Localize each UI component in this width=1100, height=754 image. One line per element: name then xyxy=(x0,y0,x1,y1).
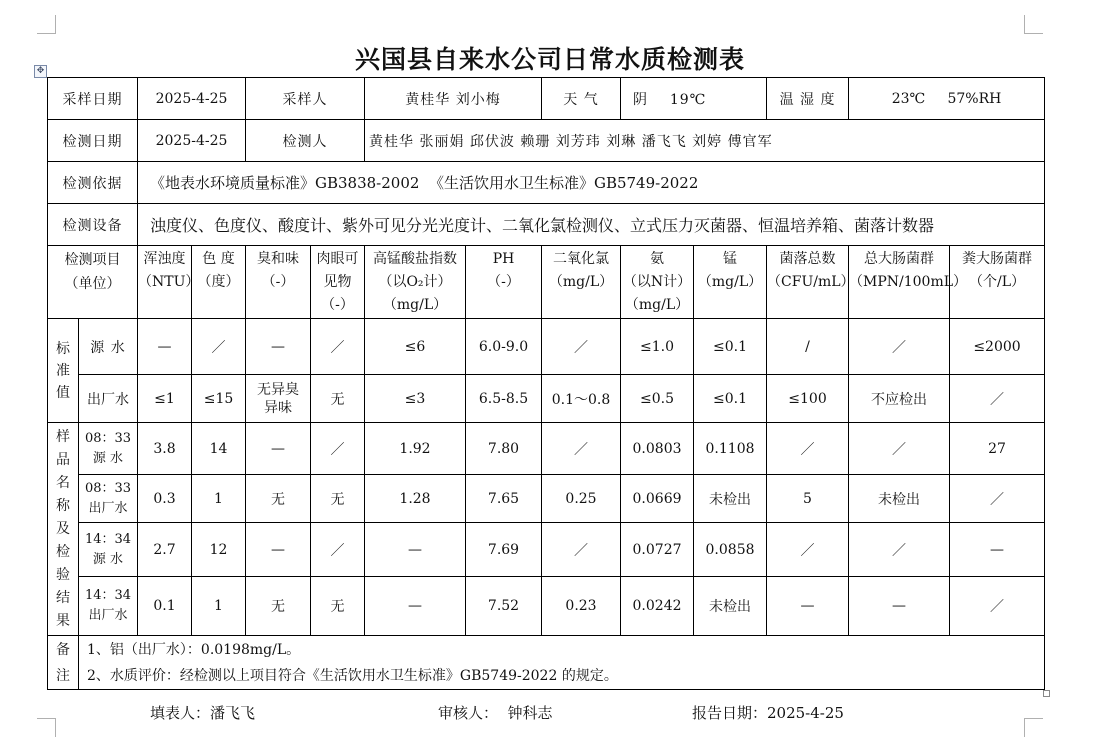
page-corner-mark xyxy=(37,718,56,737)
sample-cell: ／ xyxy=(950,475,1045,523)
sample-cell: ／ xyxy=(542,423,621,475)
standard-cell: ≤1 xyxy=(138,375,192,423)
sample-row xyxy=(48,577,1045,636)
sample-cell: 0.23 xyxy=(542,577,621,636)
sample-cell: 未检出 xyxy=(694,475,767,523)
sample-cell: 1 xyxy=(192,475,246,523)
sample-cell: 27 xyxy=(950,423,1045,475)
sample-cell: ／ xyxy=(311,423,365,475)
sample-cell: 无 xyxy=(246,577,311,636)
col-turbidity-header: 浑浊度 （NTU） xyxy=(138,246,192,319)
standard-cell: 无异臭 异味 xyxy=(246,375,311,423)
equipment-value: 浊度仪、色度仪、酸度计、紫外可见分光光度计、二氧化氯检测仪、立式压力灭菌器、恒温培养箱、菌落计数器 xyxy=(138,204,1045,246)
sample-cell: 14 xyxy=(192,423,246,475)
standard-cell: — xyxy=(246,319,311,375)
sample-cell: — xyxy=(246,423,311,475)
standard-cell: ≤2000 xyxy=(950,319,1045,375)
info-row-basis xyxy=(48,162,1045,204)
sample-cell: ／ xyxy=(311,523,365,577)
standard-row-label: 出厂水 xyxy=(79,375,138,423)
standard-cell: ／ xyxy=(311,319,365,375)
header-row xyxy=(48,246,1045,319)
page-corner-mark xyxy=(1024,15,1043,34)
info-row-sampling xyxy=(48,78,1045,120)
sample-cell: — xyxy=(246,523,311,577)
weather-label: 天 气 xyxy=(542,78,621,120)
sample-cell: 7.80 xyxy=(466,423,542,475)
standard-cell: ／ xyxy=(950,375,1045,423)
sample-cell: 7.69 xyxy=(466,523,542,577)
temp-humidity-value: 23℃ 57%RH xyxy=(849,78,1045,120)
sample-cell: 0.1 xyxy=(138,577,192,636)
page-corner-mark xyxy=(1024,718,1043,737)
sample-cell: ／ xyxy=(849,423,950,475)
sample-cell: — xyxy=(767,577,849,636)
report-date: 报告日期：2025-4-25 xyxy=(692,704,844,722)
weather-value: 阴 19℃ xyxy=(621,78,767,120)
page-title: 兴国县自来水公司日常水质检测表 xyxy=(354,45,745,74)
standard-cell: ≤0.5 xyxy=(621,375,694,423)
standard-row xyxy=(48,375,1045,423)
sample-cell: 0.3 xyxy=(138,475,192,523)
test-date-value: 2025-4-25 xyxy=(138,120,246,162)
sample-cell: — xyxy=(365,577,466,636)
col-fecal-coliform-header: 粪大肠菌群 （个/L） xyxy=(950,246,1045,319)
sample-cell: 无 xyxy=(311,475,365,523)
col-total-coliform-header: 总大肠菌群 （MPN/100mL） xyxy=(849,246,950,319)
col-chlorine-dioxide-header: 二氧化氯 （mg/L） xyxy=(542,246,621,319)
sample-cell: 1 xyxy=(192,577,246,636)
sample-cell: 3.8 xyxy=(138,423,192,475)
sample-row-label: 08：33 出厂水 xyxy=(79,475,138,523)
sample-cell: 无 xyxy=(311,577,365,636)
sample-cell: 1.28 xyxy=(365,475,466,523)
standard-cell: ／ xyxy=(192,319,246,375)
col-manganese-header: 锰 （mg/L） xyxy=(694,246,767,319)
sample-cell: 0.0803 xyxy=(621,423,694,475)
col-odor-header: 臭和味 （-） xyxy=(246,246,311,319)
col-color-header: 色 度 （度） xyxy=(192,246,246,319)
sample-cell: 0.1108 xyxy=(694,423,767,475)
info-row-testing xyxy=(48,120,1045,162)
sampler-label: 采样人 xyxy=(246,78,365,120)
sample-cell: 0.0669 xyxy=(621,475,694,523)
remarks-content xyxy=(79,636,1045,690)
standard-cell: — xyxy=(138,319,192,375)
standard-cell: 无 xyxy=(311,375,365,423)
sample-cell: 1.92 xyxy=(365,423,466,475)
sample-cell: ／ xyxy=(950,577,1045,636)
sample-row-label: 14：34 出厂水 xyxy=(79,577,138,636)
standard-group-label: 标 准 值 xyxy=(48,319,79,423)
standard-cell: 0.1～0.8 xyxy=(542,375,621,423)
test-item-header: 检测项目 （单位） xyxy=(48,246,138,319)
col-colony-count-header: 菌落总数 （CFU/mL） xyxy=(767,246,849,319)
test-date-label: 检测日期 xyxy=(48,120,138,162)
standard-cell: ≤100 xyxy=(767,375,849,423)
standard-cell: 6.5-8.5 xyxy=(466,375,542,423)
standard-cell: ≤6 xyxy=(365,319,466,375)
basis-value: 《地表水环境质量标准》GB3838-2002 《生活饮用水卫生标准》GB5749-2022 xyxy=(138,162,1045,204)
water-quality-table xyxy=(47,77,1045,690)
sampling-date-label: 采样日期 xyxy=(48,78,138,120)
sample-cell: ／ xyxy=(767,423,849,475)
col-visible-matter-header: 肉眼可 见物 （-） xyxy=(311,246,365,319)
standard-cell: 不应检出 xyxy=(849,375,950,423)
col-ammonia-header: 氨 （以N计） （mg/L） xyxy=(621,246,694,319)
page-corner-mark xyxy=(37,15,56,34)
testers-value: 黄桂华 张丽娟 邱伏波 赖珊 刘芳玮 刘琳 潘飞飞 刘婷 傅官军 xyxy=(365,120,1045,162)
standard-cell: ≤0.1 xyxy=(694,319,767,375)
standard-cell: / xyxy=(767,319,849,375)
sample-cell: 0.0242 xyxy=(621,577,694,636)
sample-cell: 12 xyxy=(192,523,246,577)
table-resize-handle[interactable] xyxy=(1043,690,1050,697)
sampler-value: 黄桂华 刘小梅 xyxy=(365,78,542,120)
standard-row-label: 源 水 xyxy=(79,319,138,375)
sample-row xyxy=(48,423,1045,475)
standard-cell: 6.0-9.0 xyxy=(466,319,542,375)
standard-cell: ≤1.0 xyxy=(621,319,694,375)
sample-cell: 无 xyxy=(246,475,311,523)
standard-cell: ≤15 xyxy=(192,375,246,423)
sample-row xyxy=(48,475,1045,523)
sampling-date-value: 2025-4-25 xyxy=(138,78,246,120)
standard-row xyxy=(48,319,1045,375)
sample-row-label: 08：33 源 水 xyxy=(79,423,138,475)
sample-row xyxy=(48,523,1045,577)
sample-cell: ／ xyxy=(849,523,950,577)
col-ph-header: PH （-） xyxy=(466,246,542,319)
sample-cell: — xyxy=(950,523,1045,577)
sample-row-label: 14：34 源 水 xyxy=(79,523,138,577)
col-permanganate-header: 高锰酸盐指数 （以O₂计） （mg/L） xyxy=(365,246,466,319)
info-row-equipment xyxy=(48,204,1045,246)
equipment-label: 检测设备 xyxy=(48,204,138,246)
standard-cell: ／ xyxy=(542,319,621,375)
basis-label: 检测依据 xyxy=(48,162,138,204)
sample-cell: ／ xyxy=(542,523,621,577)
standard-cell: ≤0.1 xyxy=(694,375,767,423)
sample-cell: 0.0858 xyxy=(694,523,767,577)
sample-cell: 7.65 xyxy=(466,475,542,523)
standard-cell: ／ xyxy=(849,319,950,375)
sample-cell: 未检出 xyxy=(694,577,767,636)
sample-cell: 5 xyxy=(767,475,849,523)
sample-cell: — xyxy=(365,523,466,577)
remark-line: 1、铝（出厂水）：0.0198mg/L。 xyxy=(87,641,301,658)
sample-cell: — xyxy=(849,577,950,636)
remarks-label: 备 注 xyxy=(48,636,79,690)
remarks-row xyxy=(48,636,1045,690)
sample-cell: 2.7 xyxy=(138,523,192,577)
temp-humidity-label: 温 湿 度 xyxy=(767,78,849,120)
tester-label: 检测人 xyxy=(246,120,365,162)
sample-cell: ／ xyxy=(767,523,849,577)
reviewer-signature: 审核人： 钟科志 xyxy=(438,704,553,722)
remark-line: 2、水质评价：经检测以上项目符合《生活饮用水卫生标准》GB5749-2022 的规定。 xyxy=(87,667,618,684)
sample-cell: 0.0727 xyxy=(621,523,694,577)
table-move-handle-icon[interactable]: ✥ xyxy=(34,65,47,78)
standard-cell: ≤3 xyxy=(365,375,466,423)
sample-cell: 0.25 xyxy=(542,475,621,523)
filler-signature: 填表人：潘飞飞 xyxy=(150,704,256,722)
sample-cell: 未检出 xyxy=(849,475,950,523)
sample-group-label: 样 品 名 称 及 检 验 结 果 xyxy=(48,423,79,636)
sample-cell: 7.52 xyxy=(466,577,542,636)
